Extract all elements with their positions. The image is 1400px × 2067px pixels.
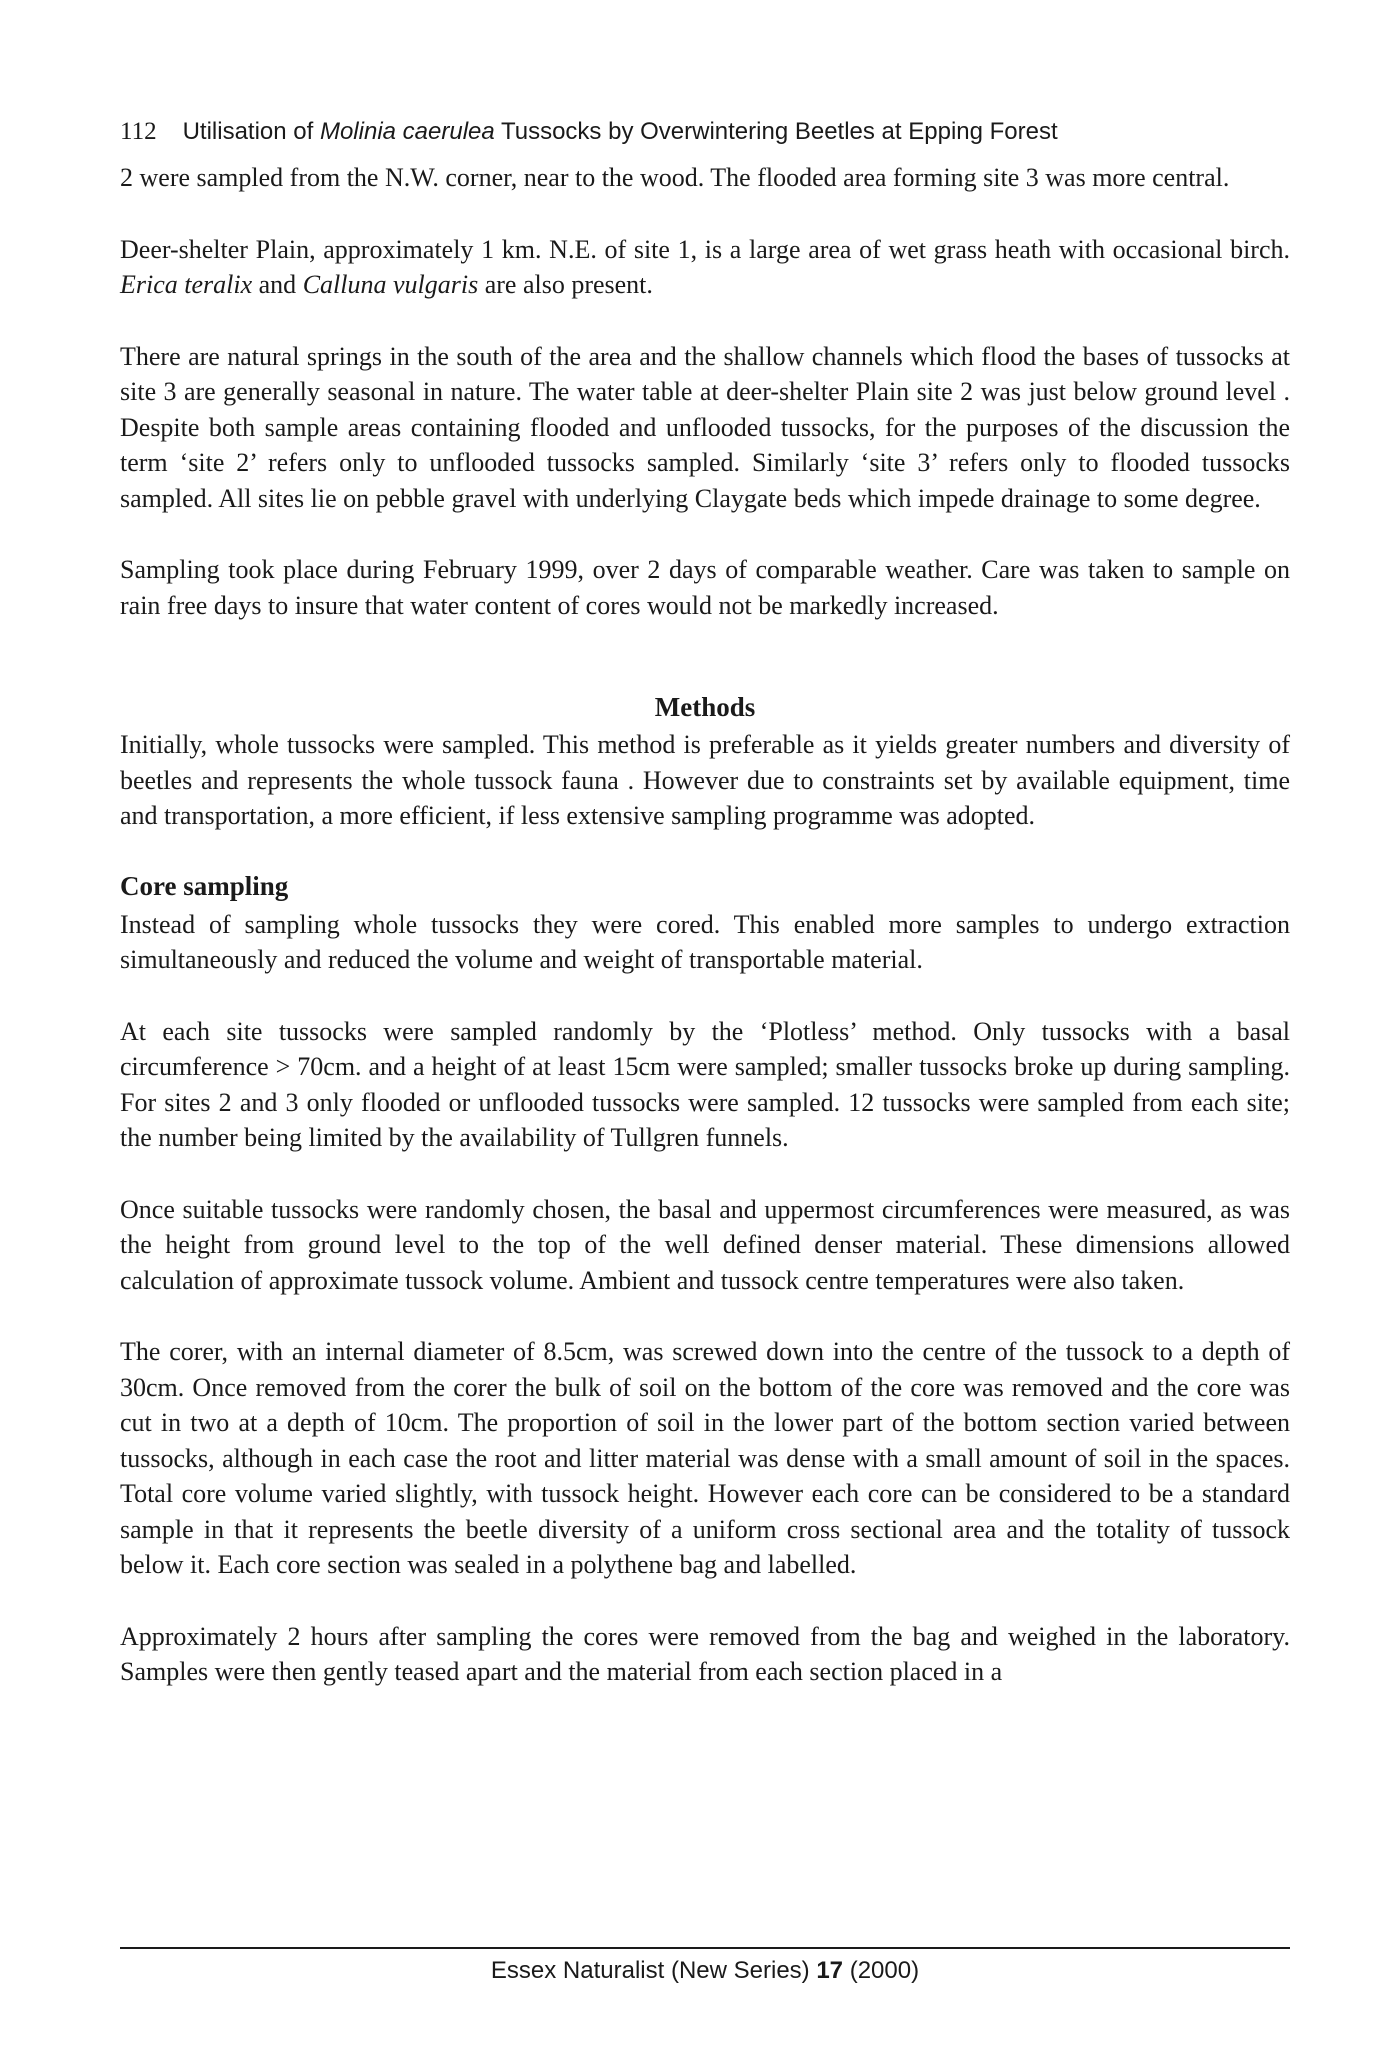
paragraph-coring: Instead of sampling whole tussocks they were cored. This enabled more samples to undergo extraction simultaneously and reduced the volume and weight of transportable material.	[120, 909, 1290, 974]
species-calluna: Calluna vulgaris	[302, 270, 479, 299]
paragraph-plotless-method: At each site tussocks were sampled randomly by the ‘Plotless’ method. Only tussocks with a basal circumference > 70cm. and a height of at least 15cm were sampled; smaller tussocks broke up during sampling. For sites 2 and 3 only flooded or unflooded tussocks were sampled. 12 tussocks were sampled from each site; the number being limited by the availability of Tullgren funnels.	[120, 1016, 1290, 1152]
subsection-heading-core-sampling: Core sampling	[120, 870, 289, 901]
paragraph-site-continuation: 2 were sampled from the N.W. corner, near to the wood. The flooded area forming site 3 was more central.	[120, 163, 1230, 192]
footer-year: (2000)	[843, 1957, 920, 1984]
page	[120, 0, 1290, 2067]
paragraph-methods-intro: Initially, whole tussocks were sampled. This method is preferable as it yields greater numbers and diversity of beetles and represents the whole tussock fauna . However due to constraints set by available equipment, time and transportation, a more efficient, if less extensive sampling programme was adopted.	[120, 730, 1290, 830]
running-footer	[120, 1957, 1290, 1985]
paragraph-laboratory: Approximately 2 hours after sampling the cores were removed from the bag and weighed in the laboratory. Samples were then gently teased apart and the material from each section placed in a	[120, 1621, 1290, 1686]
article-body	[120, 160, 1290, 1690]
running-header	[120, 118, 1290, 146]
paragraph-text: Deer-shelter Plain, approximately 1 km. N.E. of site 1, is a large area of wet grass heath with occasional birch.	[120, 234, 1290, 264]
paragraph-deer-shelter-plain	[120, 232, 1290, 303]
paragraph-measurements: Once suitable tussocks were randomly chosen, the basal and uppermost circumferences were measured, as was the height from ground level to the top of the well defined denser material. These dimensions allowed calculation of approximate tussock volume. Ambient and tussock centre temperatures were also taken.	[120, 1194, 1290, 1295]
footer-journal: Essex Naturalist (New Series)	[490, 1957, 817, 1984]
footer-volume: 17	[816, 1957, 844, 1984]
page-number: 112	[120, 118, 157, 145]
paragraph-text: are also present.	[478, 270, 653, 299]
footer-divider	[120, 1947, 1290, 1949]
paragraph-sampling-dates: Sampling took place during February 1999, over 2 days of comparable weather. Care was taken to sample on rain free days to insure that water content of cores would not be markedly increased.	[120, 555, 1290, 620]
species-erica: Erica teralix	[120, 270, 253, 299]
paragraph-text: and	[252, 270, 303, 299]
header-title-post: Tussocks by Overwintering Beetles at Epping Forest	[494, 118, 1058, 145]
section-heading-methods: Methods	[654, 692, 756, 722]
paragraph-corer: The corer, with an internal diameter of 8.5cm, was screwed down into the centre of the tussock to a depth of 30cm. Once removed from the corer the bulk of soil on the bottom of the core was removed and the core was cut in two at a depth of 10cm. The proportion of soil in the lower part of the bottom section varied between tussocks, although in each case the root and litter material was dense with a small amount of soil in the spaces. Total core volume varied slightly, with tussock height. However each core can be considered to be a standard sample in that it represents the beetle diversity of a uniform cross sectional area and the totality of tussock below it. Each core section was sealed in a polythene bag and labelled.	[120, 1337, 1290, 1579]
header-title-species: Molinia caerulea	[319, 118, 495, 145]
paragraph-springs: There are natural springs in the south of the area and the shallow channels which flood the bases of tussocks at site 3 are generally seasonal in nature. The water table at deer-shelter Plain site 2 was just below ground level . Despite both sample areas containing flooded and unflooded tussocks, for the purposes of the discussion the term ‘site 2’ refers only to unflooded tussocks sampled. Similarly ‘site 3’ refers only to flooded tussocks sampled. All sites lie on pebble gravel with underlying Claygate beds which impede drainage to some degree.	[120, 341, 1290, 513]
header-title-pre: Utilisation of	[182, 118, 320, 145]
